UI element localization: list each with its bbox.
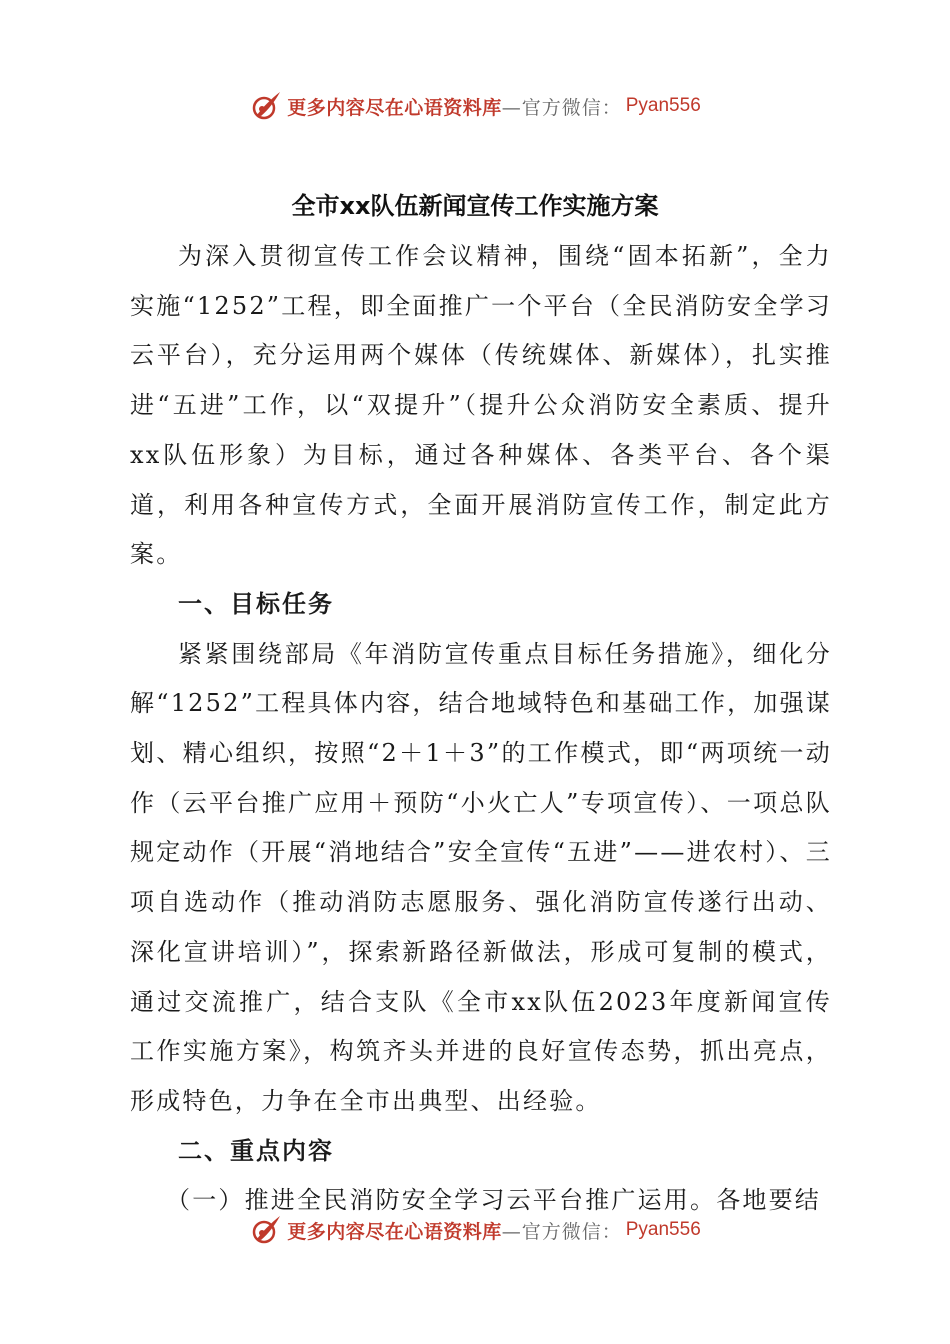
- section-key-content-item-1: （一）推进全民消防安全学习云平台推广运用。各地要结: [166, 1186, 821, 1215]
- document-body: [130, 232, 832, 1226]
- watermark-handle: Pyan556: [625, 1219, 701, 1240]
- watermark-red-text: 更多内容尽在心语资料库: [287, 96, 502, 119]
- watermark-handle: Pyan556: [625, 95, 701, 116]
- intro-paragraph: 为深入贯彻宣传工作会议精神，围绕“固本拓新”，全力实施“1252”工程，即全面推广一个平台（全民消防安全学习云平台），充分运用两个媒体（传统媒体、新媒体），扎实推进“五进”工作，以“双提升”（提升公众消防安全素质、提升xx队伍形象）为目标，通过各种媒体、各类平台、各个渠道，利用各种宣传方式，全面开展消防宣传工作，制定此方案。: [130, 242, 832, 569]
- watermark-red-text: 更多内容尽在心语资料库: [287, 1220, 502, 1243]
- section-heading-goals: 一、目标任务: [178, 589, 334, 618]
- quill-logo-icon: [249, 89, 283, 123]
- section-heading-key-content: 二、重点内容: [178, 1136, 334, 1165]
- section-goals-paragraph: 紧紧围绕部局《年消防宣传重点目标任务措施》，细化分解“1252”工程具体内容，结合地域特色和基础工作，加强谋划、精心组织，按照“2＋1＋3”的工作模式，即“两项统一动作（云平台推广应用＋预防“小火亡人”专项宣传）、一项总队规定动作（开展“消地结合”安全宣传“五进”——进农村）、三项自选动作（推动消防志愿服务、强化消防宣传遂行出动、深化宣讲培训）”，探索新路径新做法，形成可复制的模式，通过交流推广，结合支队《全市xx队伍2023年度新闻宣传工作实施方案》，构筑齐头并进的良好宣传态势，抓出亮点，形成特色，力争在全市出典型、出经验。: [130, 639, 832, 1115]
- watermark-gray-text: —官方微信：: [501, 96, 622, 119]
- document-title: 全市xx队伍新闻宣传工作实施方案: [291, 192, 659, 220]
- watermark-banner-bottom: [0, 1208, 950, 1252]
- watermark-banner-top: [0, 84, 950, 128]
- watermark-gray-text: —官方微信：: [501, 1220, 622, 1243]
- quill-logo-icon: [249, 1213, 283, 1247]
